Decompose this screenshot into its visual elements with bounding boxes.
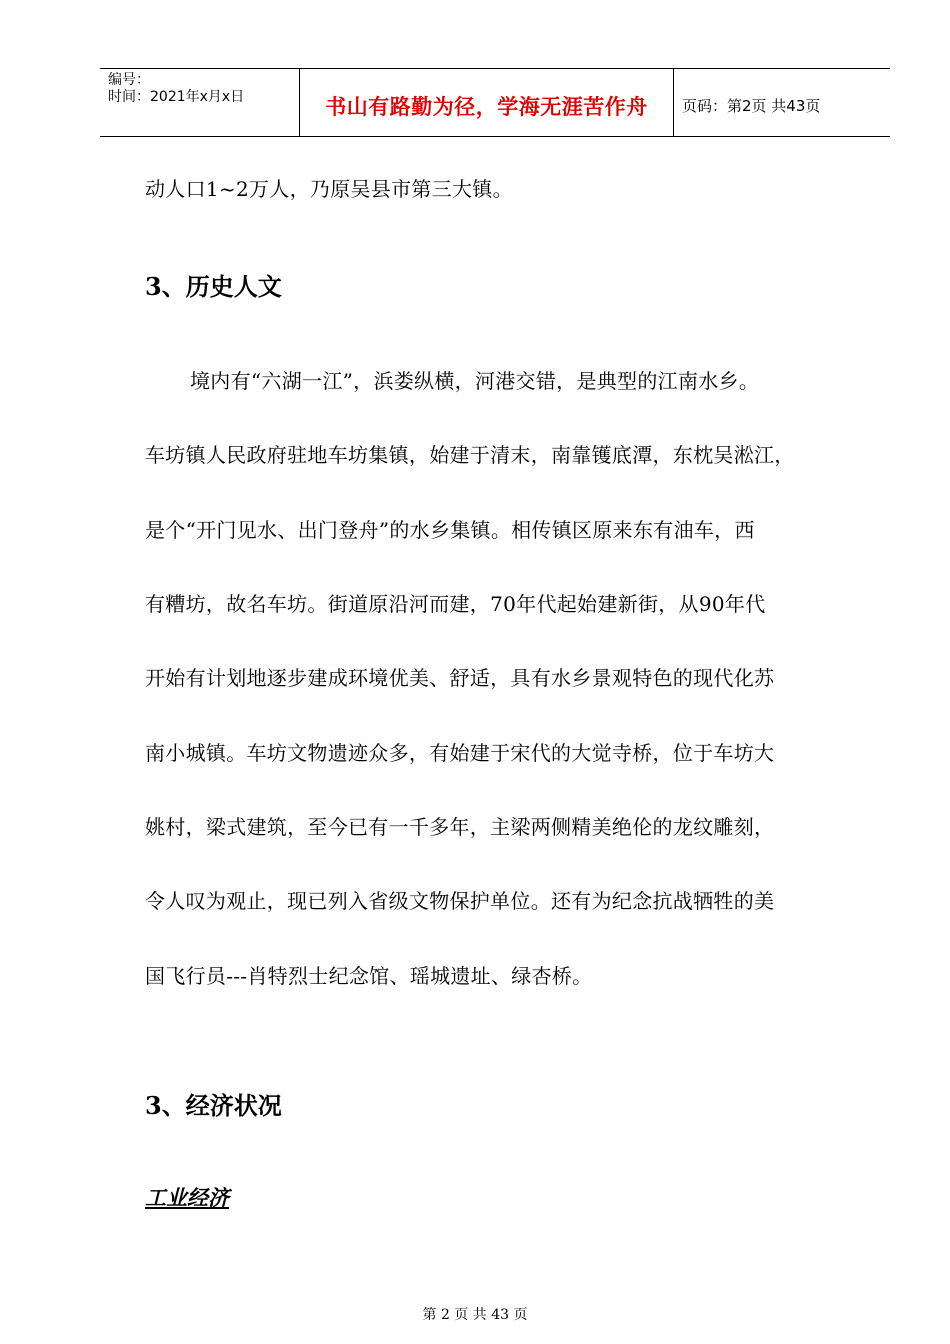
header-page-info: 页码：第2页 共43页 [682, 97, 821, 115]
intro-line: 动人口1~2万人，乃原吴县市第三大镇。 [145, 177, 513, 201]
section-heading-economy: 3、经济状况 [145, 1091, 282, 1120]
subsection-heading-industry: 工业经济 [145, 1185, 229, 1210]
header-motto: 书山有路勤为径，学海无涯苦作舟 [325, 94, 648, 119]
paragraph-line: 国飞行员---肖特烈士纪念馆、瑶城遗址、绿杏桥。 [145, 964, 593, 988]
section-heading-history: 3、历史人文 [145, 272, 282, 301]
paragraph-line: 开始有计划地逐步建成环境优美、舒适，具有水乡景观特色的现代化苏 [145, 666, 775, 690]
header-page-info-cell [674, 69, 890, 136]
paragraph-line: 姚村，梁式建筑，至今已有一千多年，主梁两侧精美绝伦的龙纹雕刻， [145, 815, 775, 839]
paragraph-line: 南小城镇。车坊文物遗迹众多，有始建于宋代的大觉寺桥，位于车坊大 [145, 741, 775, 765]
paragraph-line: 令人叹为观止，现已列入省级文物保护单位。还有为纪念抗战牺牲的美 [145, 889, 775, 913]
time-label: 时间：2021年x月x日 [108, 89, 245, 105]
paragraph-line: 车坊镇人民政府驻地车坊集镇，始建于清末，南靠镬底潭，东枕吴淞江， [145, 443, 795, 467]
paragraph-line: 是个“开门见水、出门登舟”的水乡集镇。相传镇区原来东有油车，西 [145, 518, 755, 542]
page-footer: 第 2 页 共 43 页 [422, 1307, 528, 1323]
header-motto-cell [300, 69, 674, 136]
page-header [100, 68, 890, 137]
paragraph-line: 有糟坊，故名车坊。街道原沿河而建，70年代起始建新街，从90年代 [145, 592, 766, 616]
paragraph-line: 境内有“六湖一江”，浜娄纵横，河港交错，是典型的江南水乡。 [190, 369, 760, 393]
serial-label: 编号： [108, 72, 150, 88]
header-meta [100, 69, 300, 136]
